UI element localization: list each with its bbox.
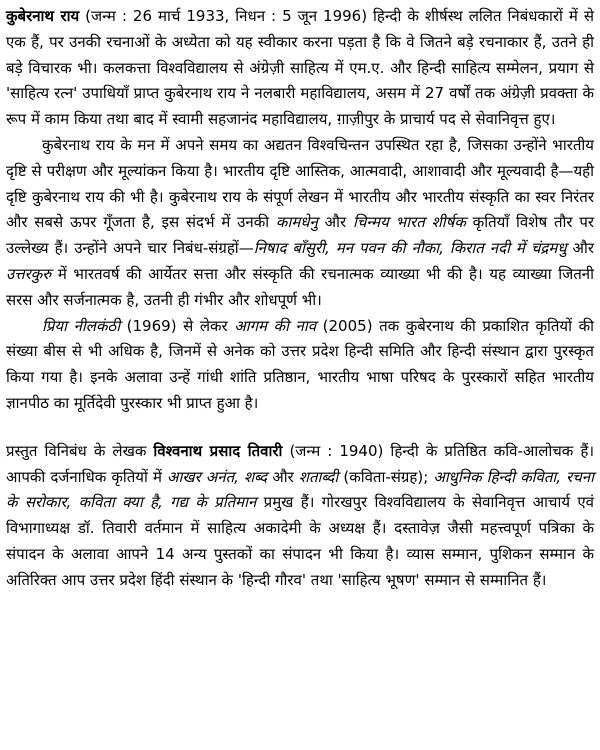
text-run: प्रमुख हैं। गोरखपुर विश्वविद्यालय के सेवानिवृत्त आचार्य एवं विभागाध्यक्ष डॉ. तिवारी वर्तमान में साहित्य अकादेमी के अध्यक्ष हैं। दस्तावेज़ जैसी महत्त्वपूर्ण पत्रिका के संपादन के अलावा आपने 14 अन्य पुस्तकों का संपादन भी किया है। व्यास सम्मान, पुशिकन सम्मान के अतिरिक्त आप उत्तर प्रदेश हिंदी संस्थान के 'हिन्दी गौरव' तथा 'साहित्य भूषण' सम्मान से सम्मानित हैं।	[6, 493, 594, 589]
text-run: (2005) तक कुबेरनाथ की प्रकाशित कृतियों की संख्या बीस से भी अधिक है, जिनमें से अनेक को उत्तर प्रदेश हिन्दी समिति और हिन्दी संस्थान द्वारा पुरस्कृत किया गया है। इनके अलावा उन्हें गांधी शांति प्रतिष्ठान, भारतीय भाषा परिषद के पुरस्कारों सहित भारतीय ज्ञानपीठ का मूर्तिदेवी पुरस्कार भी प्राप्त हुआ है।	[6, 316, 594, 412]
text-run: कृतियाँ विशेष तौर पर उल्लेख्य हैं। उन्होंने अपने चार निबंध-संग्रहों—	[6, 213, 594, 258]
work-title: चिन्मय भारत शीर्षक	[352, 213, 466, 232]
editor-bio-paragraph	[6, 439, 594, 594]
work-title: प्रिया नीलकंठी	[42, 316, 121, 335]
work-title: कामधेनु	[275, 213, 318, 232]
text-run: (1969) से लेकर	[120, 316, 235, 335]
text-run: और	[566, 239, 595, 258]
section-gap	[6, 417, 594, 439]
work-title: उत्तरकुरु	[6, 264, 52, 283]
text-run: में भारतवर्ष की आर्येतर सत्ता और संस्कृति की रचनात्मक व्याख्या भी की है। यह व्याख्या जितनी सरस और सर्जनात्मक है, उतनी ही गंभीर और शोधपूर्ण भी।	[6, 264, 594, 309]
text-run: कुबेरनाथ राय के मन में अपने समय का अद्यतन विश्वचिन्तन उपस्थित रहा है, जिसका उन्होंने भारतीय दृष्टि से परीक्षण और मूल्यांकन किया है। भारतीय दृष्टि आस्तिक, आत्मवादी, आशावादी और मूल्यवादी है—यही दृष्टि कुबेरनाथ राय की भी है। कुबेरनाथ राय के संपूर्ण लेखन में भारतीय और भारतीय संस्कृति का स्वर निरंतर और सबसे ऊपर गूँजता है, इस संदर्भ में उनकी	[6, 135, 594, 232]
work-title: आधुनिक हिन्दी कविता, रचना के सरोकार, कविता क्या है, गद्य के प्रतिमान	[6, 467, 594, 512]
text-run: और	[317, 213, 353, 232]
text-run: (कविता-संग्रह);	[338, 467, 434, 486]
text-run: (जन्म : 1940) हिन्दी के प्रतिष्ठित कवि-आलोचक हैं। आपकी दर्जनाधिक कृतियों में	[6, 441, 595, 486]
bio-paragraph-1	[6, 4, 594, 133]
bio-paragraph-3	[6, 314, 594, 417]
work-title: निषाद बाँसुरी, मन पवन की नौका, किरात नदी में चंद्रमधु	[253, 239, 567, 258]
text-run: (जन्म : 26 मार्च 1933, निधन : 5 जून 1996) हिन्दी के शीर्षस्थ ललित निबंधकारों में से एक हैं, पर उनकी रचनाओं के अध्येता को यह स्वीकार करना पड़ता है कि वे जितने बड़े रचनाकार हैं, उतने ही बड़े विचारक भी। कलकत्ता विश्वविद्यालय से अंग्रेज़ी साहित्य में एम.ए. और हिन्दी साहित्य सम्मेलन, प्रयाग से 'साहित्य रत्न' उपाधियाँ प्राप्त कुबेरनाथ राय ने नलबारी महाविद्यालय, असम में 27 वर्षों तक अंग्रेज़ी प्रवक्ता के रूप में काम किया तथा बाद में स्वामी सहजानंद महाविद्यालय, ग़ाज़ीपुर के प्राचार्य पद से सेवानिवृत्त हुए।	[6, 7, 594, 129]
work-title: आखर अनंत, शब्द	[167, 467, 268, 486]
bio-paragraph-2	[6, 133, 594, 314]
text-run: और	[267, 467, 299, 486]
author-name: कुबेरनाथ राय	[6, 7, 80, 25]
editor-name: विश्वनाथ प्रसाद तिवारी	[153, 441, 283, 460]
work-title: आगम की नाव	[234, 316, 317, 335]
text-run: प्रस्तुत विनिबंध के लेखक	[6, 441, 154, 460]
work-title: शताब्दी	[298, 467, 339, 486]
